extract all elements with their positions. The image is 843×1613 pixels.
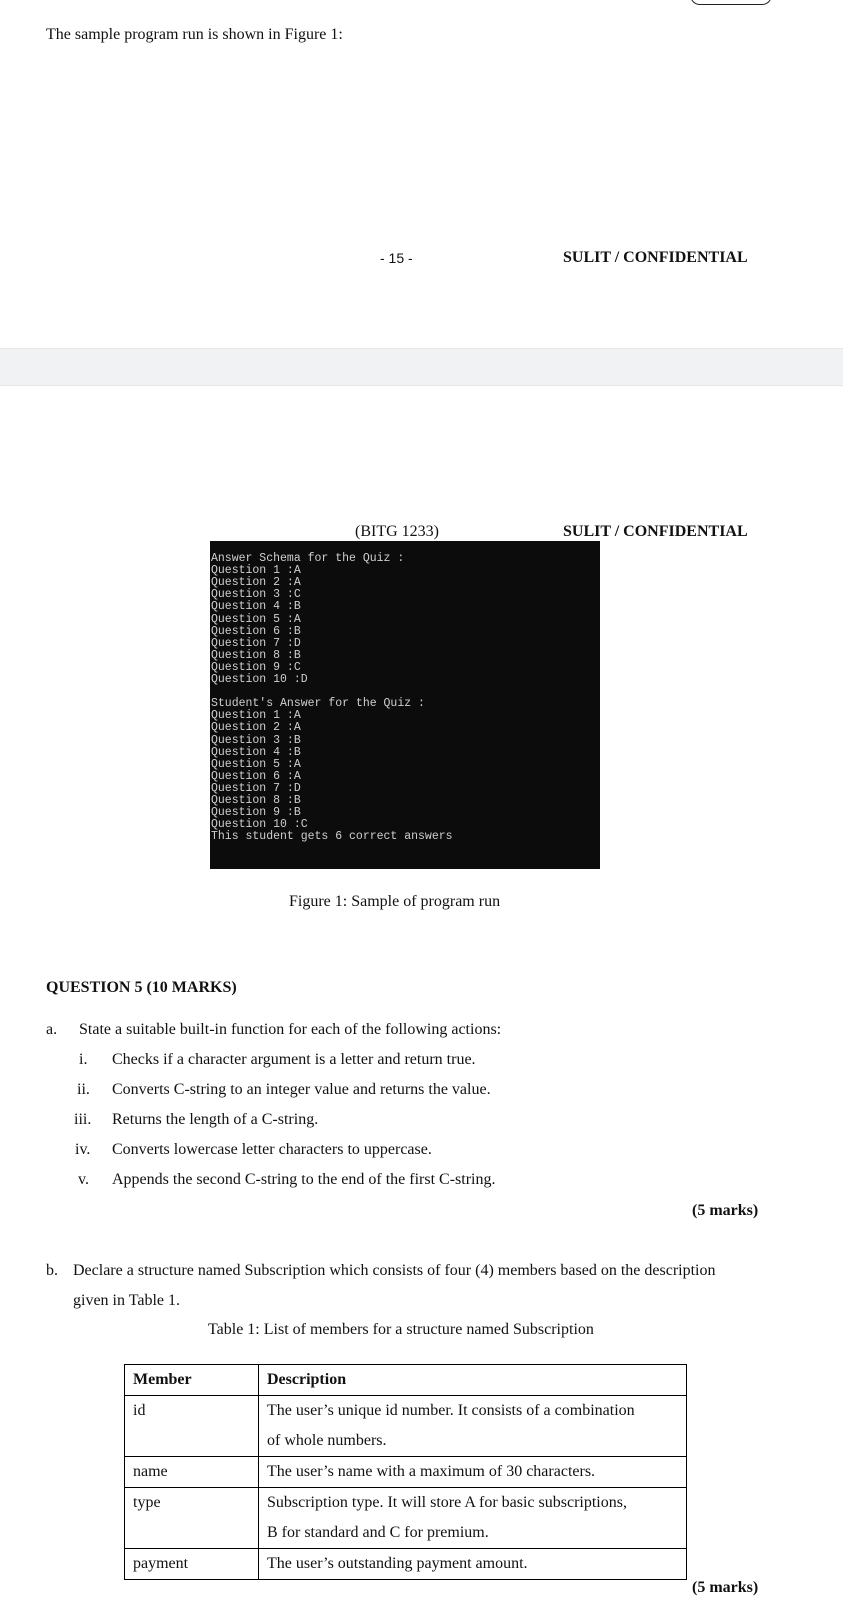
- terminal-line: Question 3 :B: [211, 733, 301, 747]
- figure-caption: Figure 1: Sample of program run: [289, 893, 501, 910]
- terminal-result: This student gets 6 correct answers: [211, 830, 453, 844]
- description-line: of whole numbers.: [267, 1432, 387, 1449]
- terminal-line: Question 7 :D: [211, 781, 301, 795]
- description-line: B for standard and C for premium.: [267, 1524, 489, 1541]
- part-a-marks: (5 marks): [692, 1202, 759, 1219]
- header-description: Description: [259, 1365, 687, 1396]
- description-cell: [259, 1549, 687, 1580]
- part-a-label: a.: [46, 1021, 58, 1038]
- terminal-line: Question 7 :D: [211, 636, 301, 650]
- item-text: Appends the second C-string to the end of the first C-string.: [112, 1171, 496, 1188]
- terminal-line: Question 2 :A: [211, 576, 301, 590]
- header-member: Member: [125, 1365, 259, 1396]
- part-b-label: b.: [46, 1262, 58, 1279]
- item-number: iii.: [74, 1111, 92, 1128]
- terminal-line: Question 2 :A: [211, 721, 301, 735]
- item-number: v.: [78, 1171, 89, 1188]
- table-row: [125, 1457, 687, 1488]
- item-number: iv.: [75, 1141, 91, 1158]
- terminal-line: Question 5 :A: [211, 757, 301, 771]
- course-code: (BITG 1233): [355, 523, 439, 540]
- terminal-line: Question 1 :A: [211, 709, 301, 723]
- table-row: [125, 1396, 687, 1457]
- part-b-marks: (5 marks): [692, 1579, 759, 1596]
- item-text: Converts lowercase letter characters to uppercase.: [112, 1141, 432, 1158]
- part-b-text-line2: given in Table 1.: [73, 1292, 181, 1309]
- part-b-text-line1: Declare a structure named Subscription which consists of four (4) members based on the description: [73, 1262, 716, 1279]
- program-run-terminal: [210, 541, 600, 869]
- terminal-line: Question 9 :B: [211, 806, 301, 820]
- confidential-footer: SULIT / CONFIDENTIAL: [563, 249, 748, 266]
- item-number: i.: [79, 1051, 88, 1068]
- terminal-line: Question 1 :A: [211, 564, 301, 578]
- page-separator: [0, 348, 843, 386]
- terminal-line: Question 10 :D: [211, 673, 308, 687]
- description-cell: [259, 1457, 687, 1488]
- member-cell: payment: [125, 1549, 259, 1580]
- terminal-schema-header: Answer Schema for the Quiz :: [211, 552, 405, 566]
- confidential-header: SULIT / CONFIDENTIAL: [563, 523, 748, 540]
- header-corner-mark: [690, 0, 772, 5]
- item-number: ii.: [77, 1081, 90, 1098]
- description-line: The user’s name with a maximum of 30 characters.: [267, 1463, 596, 1480]
- table-caption: Table 1: List of members for a structure named Subscription: [208, 1321, 594, 1338]
- description-cell: [259, 1488, 687, 1549]
- item-text: Returns the length of a C-string.: [112, 1111, 319, 1128]
- terminal-line: Question 6 :B: [211, 624, 301, 638]
- item-text: Checks if a character argument is a letter and return true.: [112, 1051, 476, 1068]
- terminal-line: Question 9 :C: [211, 660, 301, 674]
- member-cell: id: [125, 1396, 259, 1457]
- page-number: - 15 -: [380, 250, 413, 266]
- terminal-line: Question 8 :B: [211, 648, 301, 662]
- terminal-line: Question 5 :A: [211, 612, 301, 626]
- terminal-line: Question 8 :B: [211, 793, 301, 807]
- part-a-text: State a suitable built-in function for each of the following actions:: [79, 1021, 502, 1038]
- description-line: The user’s unique id number. It consists of a combination: [267, 1402, 635, 1419]
- terminal-line: Question 3 :C: [211, 588, 301, 602]
- terminal-line: Question 10 :C: [211, 818, 308, 832]
- members-table: [124, 1364, 687, 1580]
- description-cell: [259, 1396, 687, 1457]
- item-text: Converts C-string to an integer value and returns the value.: [112, 1081, 491, 1098]
- table-row: [125, 1488, 687, 1549]
- description-line: Subscription type. It will store A for basic subscriptions,: [267, 1494, 627, 1511]
- member-cell: name: [125, 1457, 259, 1488]
- question-title: QUESTION 5 (10 MARKS): [46, 979, 237, 996]
- description-line: The user’s outstanding payment amount.: [267, 1555, 528, 1572]
- terminal-student-header: Student's Answer for the Quiz :: [211, 697, 425, 711]
- terminal-line: Question 4 :B: [211, 600, 301, 614]
- intro-text: The sample program run is shown in Figure 1:: [46, 26, 343, 43]
- member-cell: type: [125, 1488, 259, 1549]
- terminal-line: Question 6 :A: [211, 769, 301, 783]
- terminal-line: Question 4 :B: [211, 745, 301, 759]
- table-header-row: [125, 1365, 687, 1396]
- table-row: [125, 1549, 687, 1580]
